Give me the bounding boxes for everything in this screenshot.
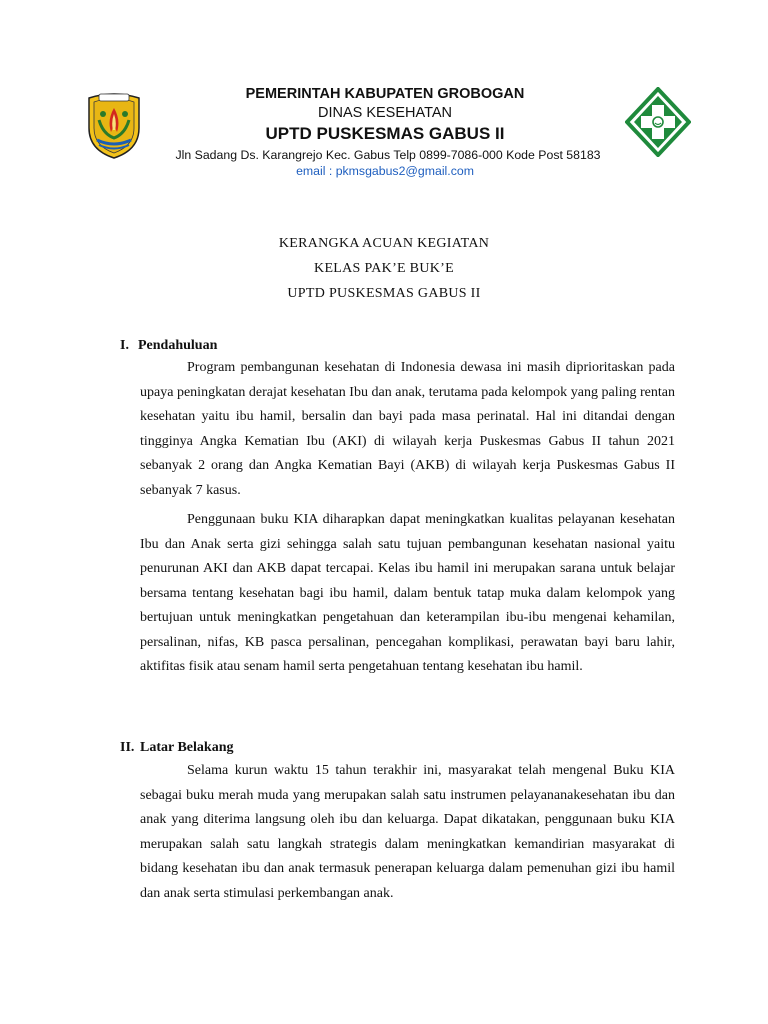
section-number: I.: [120, 338, 129, 353]
section-heading-latar-belakang: [120, 740, 233, 756]
section-heading-pendahuluan: [120, 338, 217, 354]
activity-name: KELAS PAK’E BUK’E: [314, 261, 454, 276]
paragraph: Penggunaan buku KIA diharapkan dapat meningkatkan kualitas pelayanan kesehatan Ibu dan Anak serta gizi sehingga salah satu tujuan pembangunan kesehatan nasional yaitu penurunan AKI dan AKB dapat tercapai. Kelas ibu hamil ini merupakan sarana untuk belajar bersama tentang kesehatan bagi ibu hamil, dalam bentuk tatap muka dalam kelompok yang bertujuan untuk meningkatkan pengetahuan dan keterampilan ibu-ibu mengenai kehamilan, persalinan, nifas, KB pasca persalinan, pencegahan komplikasi, perawatan bayi baru lahir, aktifitas fisik atau senam hamil serta pengetahuan tentang kesehatan ibu hamil.: [140, 512, 675, 674]
department-name: DINAS KESEHATAN: [317, 105, 453, 121]
paragraph: Selama kurun waktu 15 tahun terakhir ini, masyarakat telah mengenal Buku KIA sebagai buku merah muda yang merupakan salah satu instrumen pelayananakesehatan ibu dan anak yang diterima langsung oleh ibu dan keluarga. Dapat dikatakan, penggunaan buku KIA merupakan salah satu langkah strategis dalam meningkatkan kemandirian masyarakat di bidang kesehatan ibu dan anak termasuk penerapan keluarga dalam pemenuhan gizi ibu hamil dan anak serta stimulasi perkembangan anak.: [140, 763, 675, 901]
organization-name: UPTD PUSKESMAS GABUS II: [265, 124, 505, 143]
section-title: Pendahuluan: [138, 338, 218, 353]
section-number: II.: [120, 740, 135, 755]
letterhead: [0, 80, 768, 185]
grobogan-regency-emblem-icon: [81, 90, 147, 160]
institution-name: UPTD PUSKESMAS GABUS II: [287, 286, 481, 301]
document-title-block: [0, 236, 768, 311]
email-link[interactable]: email : pkmsgabus2@gmail.com: [296, 164, 474, 178]
government-name: PEMERINTAH KABUPATEN GROBOGAN: [245, 86, 525, 102]
section-title: Latar Belakang: [140, 740, 234, 755]
paragraph: Program pembangunan kesehatan di Indonesia dewasa ini masih diprioritaskan pada upaya peningkatan derajat kesehatan Ibu dan anak, terutama pada kelompok yang paling rentan kesehatan yaitu ibu hamil, bersalin dan bayi pada masa perinatal. Hal ini ditandai dengan tingginya Angka Kematian Ibu (AKI) di wilayah kerja Puskesmas Gabus II tahun 2021 sebanyak 2 orang dan Angka Kematian Bayi (AKB) di wilayah kerja Puskesmas Gabus II sebanyak 7 kasus.: [140, 360, 675, 498]
address: Jln Sadang Ds. Karangrejo Kec. Gabus Telp 0899-7086-000 Kode Post 58183: [175, 148, 601, 162]
puskesmas-logo-icon: [625, 87, 691, 157]
document-title: KERANGKA ACUAN KEGIATAN: [278, 236, 490, 251]
